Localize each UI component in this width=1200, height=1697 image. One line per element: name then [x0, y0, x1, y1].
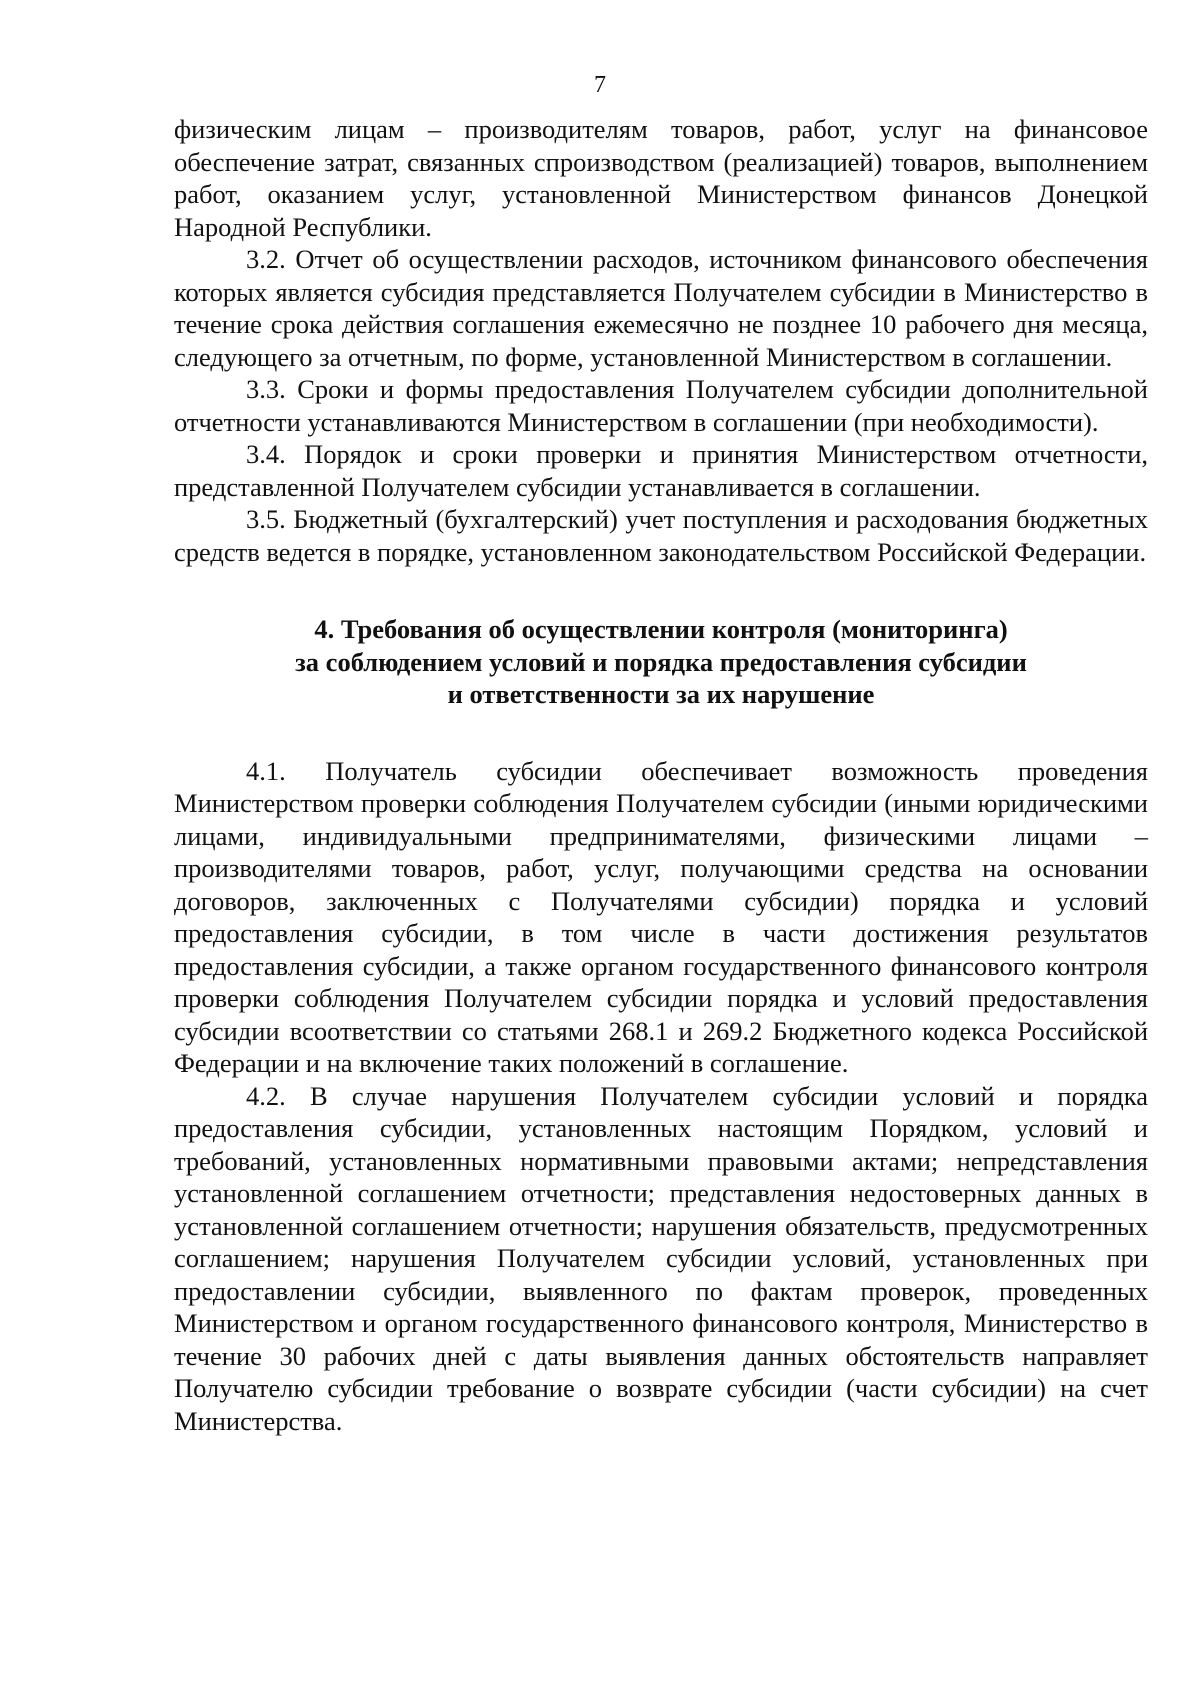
paragraph-3-3: 3.3. Сроки и формы предоставления Получателем субсидии дополнительной отчетности устанавливаются Министерством в соглашении (при необходимости). — [174, 374, 1148, 437]
document-body — [174, 113, 1148, 1437]
section-4-heading-line-2: за соблюдением условий и порядка предоставления субсидии — [295, 646, 1027, 677]
paragraph-3-4: 3.4. Порядок и сроки проверки и принятия Министерством отчетности, представленной Получателем субсидии устанавливается в соглашении. — [174, 439, 1148, 502]
paragraph-3-2: 3.2. Отчет об осуществлении расходов, источником финансового обеспечения которых является субсидия представляется Получателем субсидии в Министерство в течение срока действия соглашения ежемесячно не позднее 10 рабочего дня месяца, следующего за отчетным, по форме, установленной Министерством в соглашении. — [174, 244, 1148, 372]
paragraph-4-1: 4.1. Получатель субсидии обеспечивает возможность проведения Министерством проверки соблюдения Получателем субсидии (иными юридическими лицами, индивидуальными предпринимателями, физическими лицами – производителями товаров, работ, услуг, получающими средства на основании договоров, заключенных с Получателями субсидии) порядка и условий предоставления субсидии, в том числе в части достижения результатов предоставления субсидии, а также органом государственного финансового контроля проверки соблюдения Получателем субсидии порядка и условий предоставления субсидии всоответствии со статьями 268.1 и 269.2 Бюджетного кодекса Российской Федерации и на включение таких положений в соглашение. — [174, 755, 1148, 1078]
paragraph-4-2: 4.2. В случае нарушения Получателем субсидии условий и порядка предоставления субсидии, установленных настоящим Порядком, условий и требований, установленных нормативными правовыми актами; непредставления установленной соглашением отчетности; представления недостоверных данных в установленной соглашением отчетности; нарушения обязательств, предусмотренных соглашением; нарушения Получателем субсидии условий, установленных при предоставлении субсидии, выявленного по фактам проверок, проведенных Министерством и органом государственного финансового контроля, Министерство в течение 30 рабочих дней с даты выявления данных обстоятельств направляет Получателю субсидии требование о возврате субсидии (части субсидии) на счет Министерства. — [174, 1080, 1148, 1436]
section-4-heading — [174, 613, 1148, 711]
page-number: 7 — [594, 72, 606, 98]
paragraph-3-5: 3.5. Бюджетный (бухгалтерский) учет поступления и расходования бюджетных средств ведется в порядке, установленном законодательством Российской Федерации. — [174, 504, 1148, 567]
paragraph-continuation: физическим лицам – производителям товаров, работ, услуг на финансовое обеспечение затрат, связанных спроизводством (реализацией) товаров, выполнением работ, оказанием услуг, установленной Министерством финансов Донецкой Народной Республики. — [174, 114, 1148, 242]
section-4-heading-line-3: и ответственности за их нарушение — [447, 679, 875, 709]
section-4-heading-line-1: 4. Требования об осуществлении контроля (мониторинга) — [314, 614, 1008, 644]
